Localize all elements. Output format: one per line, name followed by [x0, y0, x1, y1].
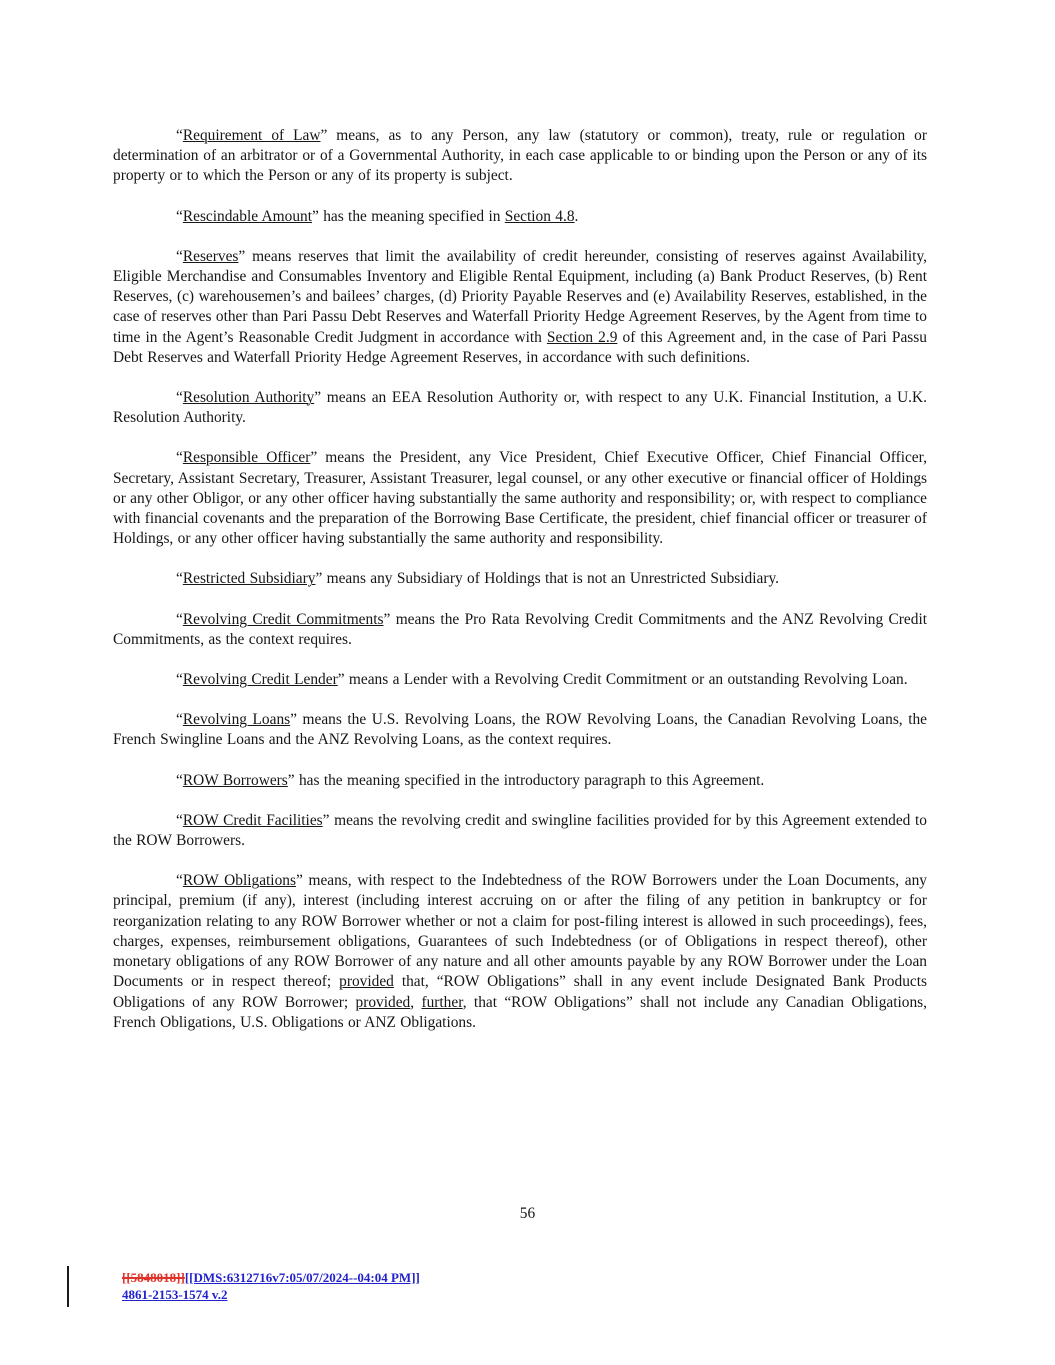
revision-change-bar — [67, 1266, 69, 1307]
text-run: that, “ROW Obligations” shall in any event include Designated Bank Products Obligations of any ROW Borrower; — [113, 973, 927, 1011]
underlined-term: ROW Borrowers — [182, 771, 288, 789]
text-run: ” means the Pro Rata Revolving Credit Commitments and the ANZ Revolving Credit Commitments, as the context requires. — [113, 610, 928, 648]
text-run: “ — [176, 872, 183, 890]
definition-paragraph — [113, 247, 927, 368]
underlined-term: Revolving Loans — [182, 711, 291, 729]
underlined-term: Reserves — [182, 247, 239, 265]
deleted-doc-ref: [[5848018]] — [122, 1270, 185, 1285]
text-run: “ — [176, 570, 183, 588]
definition-paragraph — [113, 771, 927, 791]
definition-paragraph — [113, 811, 927, 851]
underlined-term: ROW Credit Facilities — [182, 811, 323, 829]
footer-reference-line — [122, 1270, 420, 1287]
text-run: , — [410, 993, 422, 1011]
definition-paragraph — [113, 670, 927, 690]
text-run: ” means any Subsidiary of Holdings that is not an Unrestricted Subsidiary. — [315, 570, 780, 588]
text-run: “ — [176, 207, 183, 225]
definition-paragraph — [113, 207, 927, 227]
text-run: ” has the meaning specified in — [312, 207, 505, 225]
page-number: 56 — [519, 1205, 536, 1222]
text-run: of this Agreement and, in the case of Pari Passu Debt Reserves and Waterfall Priority Hedge Agreement Reserves, in accordance with such definitions. — [113, 328, 927, 366]
underlined-term: Section 2.9 — [546, 328, 618, 346]
text-run: ” has the meaning specified in the introductory paragraph to this Agreement. — [287, 771, 765, 789]
text-run: . — [574, 207, 579, 225]
document-footer — [122, 1270, 420, 1303]
underlined-term: Resolution Authority — [182, 389, 315, 407]
definition-paragraph — [113, 126, 927, 187]
text-run: “ — [176, 389, 183, 407]
text-run: ” means an EEA Resolution Authority or, with respect to any U.K. Financial Institution, a U.K. Resolution Authority. — [113, 389, 927, 427]
text-run: ” means, as to any Person, any law (statutory or common), treaty, rule or regulation or determination of an arbitrator or of a Governmental Authority, in each case applicable to or binding upon the Person or any of its property or to which the Person or any of its property is subject. — [113, 127, 927, 185]
definitions-section — [113, 126, 927, 1053]
text-run: “ — [176, 771, 183, 789]
text-run: ” means reserves that limit the availability of credit hereunder, consisting of reserves against Availability, Eligible Merchandise and Consumables Inventory and Eligible Rental Equipment, including (a) Bank Product Reserves, (b) Rent Reserves, (c) warehousemen’s and bailees’ charges, (d) Priority Payable Reserves and (e) Availability Reserves, established, in the case of reserves other than Pari Passu Debt Reserves and Waterfall Priority Hedge Agreement Reserves, by the Agent from time to time in the Agent’s Reasonable Credit Judgment in accordance with — [113, 247, 927, 346]
text-run: “ — [176, 127, 183, 144]
text-run: “ — [176, 247, 183, 265]
text-run: ” means, with respect to the Indebtedness of the ROW Borrowers under the Loan Documents, any principal, premium (if any), interest (including interest accruing on or after the filing of any petition in bankruptcy or for reorganization relating to any ROW Borrower whether or not a claim for post-filing interest is allowed in such proceedings), fees, charges, expenses, reimbursement obligations, Guarantees of such Indebtedness (or of Obligations in respect thereof), other monetary obligations of any ROW Borrower of any nature and all other amounts payable by any ROW Borrower under the Loan Documents or in respect thereof; — [113, 872, 927, 991]
underlined-term: Requirement of Law — [182, 127, 321, 144]
underlined-term: ROW Obligations — [182, 872, 296, 890]
underlined-term: Revolving Credit Lender — [182, 671, 338, 689]
text-run: ” means the U.S. Revolving Loans, the ROW Revolving Loans, the Canadian Revolving Loans, the French Swingline Loans and the ANZ Revolving Loans, as the context requires. — [113, 711, 927, 749]
definition-paragraph — [113, 871, 927, 1033]
footer-version-line — [122, 1287, 420, 1304]
text-run: “ — [176, 811, 183, 829]
doc-version-ref: 4861-2153-1574 v.2 — [122, 1286, 228, 1302]
underlined-term: provided — [355, 993, 411, 1011]
underlined-term: Responsible Officer — [182, 449, 311, 467]
text-run: ” means the President, any Vice President, Chief Executive Officer, Chief Financial Officer, Secretary, Assistant Secretary, Treasurer, Assistant Treasurer, legal counsel, or any other executive or financial officer of Holdings or any other Obligor, or any other officer having substantially the same authority and responsibility; or, with respect to compliance with financial covenants and the preparation of the Borrowing Base Certificate, the president, chief financial officer or treasurer of Holdings, or any other officer having substantially the same authority and responsibility. — [113, 449, 927, 548]
text-run: “ — [176, 711, 183, 729]
underlined-term: Revolving Credit Commitments — [182, 610, 384, 628]
underlined-term: further — [421, 993, 463, 1011]
text-run: , that “ROW Obligations” shall not include any Canadian Obligations, French Obligations, U.S. Obligations or ANZ Obligations. — [113, 993, 927, 1031]
dms-doc-ref: [[DMS:6312716v7:05/07/2024--04:04 PM]] — [184, 1270, 420, 1285]
definition-paragraph — [113, 710, 927, 750]
underlined-term: Section 4.8 — [504, 207, 575, 225]
text-run: ” means a Lender with a Revolving Credit Commitment or an outstanding Revolving Loan. — [337, 671, 908, 689]
definition-paragraph — [113, 388, 927, 428]
text-run: “ — [176, 671, 183, 689]
underlined-term: Restricted Subsidiary — [182, 570, 316, 588]
text-run: ” means the revolving credit and swingline facilities provided for by this Agreement extended to the ROW Borrowers. — [113, 811, 927, 850]
underlined-term: provided — [339, 973, 394, 991]
text-run: “ — [176, 610, 183, 628]
definition-paragraph — [113, 610, 927, 650]
definition-paragraph — [113, 569, 927, 589]
underlined-term: Rescindable Amount — [182, 207, 313, 225]
text-run: “ — [176, 449, 183, 467]
definition-paragraph — [113, 448, 927, 549]
